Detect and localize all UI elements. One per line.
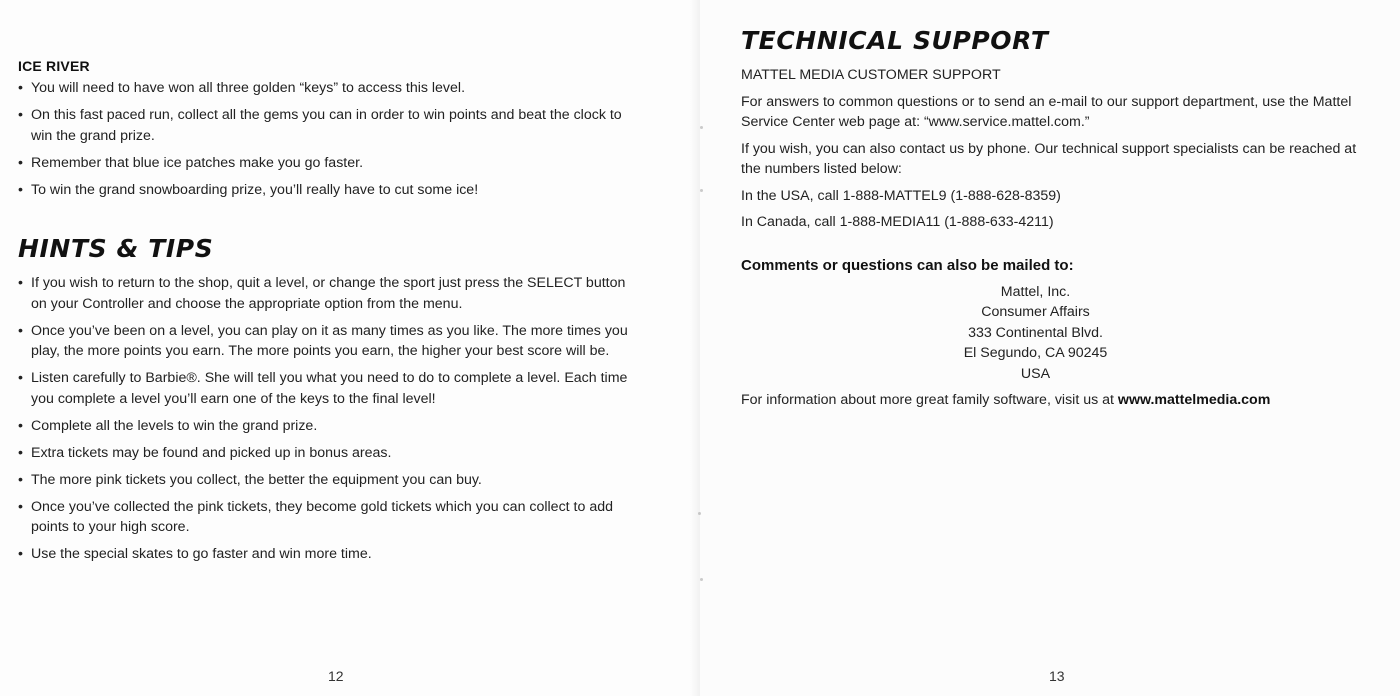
canada-phone-line: In Canada, call 1-888-MEDIA11 (1-888-633-4211)	[741, 214, 1054, 230]
page-number-right: 13	[1049, 668, 1065, 684]
usa-phone-line: In the USA, call 1-888-MATTEL9 (1-888-628-8359)	[741, 187, 1061, 204]
list-item: • Extra tickets may be found and picked up in bonus areas.	[18, 443, 640, 464]
hints-section	[18, 234, 640, 565]
address-line: Consumer Affairs	[981, 304, 1090, 320]
list-item: • If you wish to return to the shop, quit a level, or change the sport just press the SELECT button on your Controller and choose the appropriate option from the menu.	[18, 273, 640, 314]
list-item: • Use the special skates to go faster and win more time.	[18, 544, 640, 565]
web-support-paragraph: For answers to common questions or to send an e-mail to our support department, use the Mattel Service Center web page at: “www.service.mattel.com.”	[741, 93, 1352, 130]
list-item: • On this fast paced run, collect all the gems you can in order to win points and beat the clock to win the grand prize.	[18, 105, 640, 146]
paper-speck	[700, 189, 703, 192]
list-item: • Remember that blue ice patches make you go faster.	[18, 153, 640, 174]
right-page	[700, 0, 1400, 696]
website-link[interactable]: www.mattelmedia.com	[1117, 392, 1271, 408]
address-line: Mattel, Inc.	[1000, 283, 1071, 300]
paper-speck	[700, 578, 703, 581]
footer-info	[741, 390, 1370, 411]
ice-river-section	[18, 58, 640, 200]
mail-heading: Comments or questions can also be mailed to:	[741, 256, 1074, 274]
address-line: El Segundo, CA 90245	[963, 345, 1108, 361]
mailing-address	[741, 282, 1370, 385]
list-item: • Complete all the levels to win the grand prize.	[18, 416, 640, 437]
technical-support-heading: TECHNICAL SUPPORT	[741, 26, 1049, 55]
hints-heading: HINTS & TIPS	[18, 234, 214, 263]
hints-list	[18, 273, 640, 565]
list-item: • Once you’ve collected the pink tickets, they become gold tickets which you can collect to add points to your high score.	[18, 497, 640, 538]
phone-support-paragraph: If you wish, you can also contact us by phone. Our technical support specialists can be reached at the numbers listed below:	[741, 140, 1357, 177]
address-line: USA	[1020, 365, 1051, 382]
ice-river-list	[18, 78, 640, 200]
ice-river-heading: ICE RIVER	[18, 58, 90, 74]
list-item: • To win the grand snowboarding prize, you’ll really have to cut some ice!	[18, 180, 640, 201]
page-number-left: 12	[328, 668, 344, 684]
paper-speck	[700, 126, 703, 129]
address-line: 333 Continental Blvd.	[968, 324, 1103, 341]
paper-speck	[698, 512, 701, 515]
list-item: • You will need to have won all three golden “keys” to access this level.	[18, 78, 640, 99]
footer-text: For information about more great family software, visit us at	[741, 392, 1118, 408]
list-item: • Once you’ve been on a level, you can play on it as many times as you like. The more times you play, the more points you earn. The more points you earn, the higher your best score will be.	[18, 321, 640, 362]
customer-support-subheading: MATTEL MEDIA CUSTOMER SUPPORT	[741, 67, 1001, 83]
list-item: • The more pink tickets you collect, the better the equipment you can buy.	[18, 470, 640, 491]
list-item: • Listen carefully to Barbie®. She will tell you what you need to do to complete a level. Each time you complete a level you’ll earn one of the keys to the final level!	[18, 368, 640, 409]
